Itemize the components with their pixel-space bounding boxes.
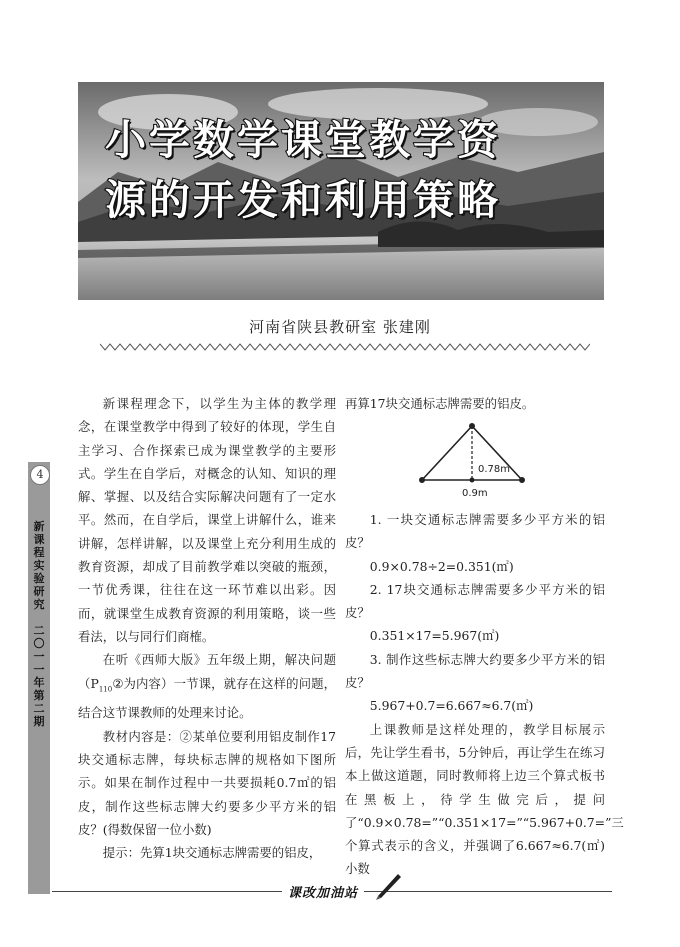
answer: 5.967+0.7=6.667≈6.7(㎡) — [369, 698, 534, 714]
paragraph — [78, 648, 336, 724]
answer: 0.351×17=5.967(㎡) — [369, 628, 500, 644]
title-line-2: 源的开发和利用策略 — [105, 176, 501, 224]
paragraph: 新课程理念下，以学生为主体的教学理念，在课堂教学中得到了较好的体现，学生自主学习、合作探索已成为课堂教学的主要形式。学生在自学后，对概念的认知、知识的理解、掌握、以及结合实际解决问题有了一定水平。然而，在自学后，课堂上讲解什么，谁来讲解，怎样讲解，以及课堂上充分利用生成的教育资源，却成了目前教学难以突破的瓶颈，一节优秀课，往往在这一环节难以出彩。因而，就课堂生成教育资源的利用策略，谈一些看法，以与同行们商榷。 — [78, 396, 336, 644]
paragraph: 教材内容是：②某单位要利用铝皮制作17块交通标志牌，每块标志牌的规格如下图所示。如果在制作过程中一共要损耗0.7㎡的铝皮，制作这些标志牌大约要多少平方米的铝皮？(得数保留一位小数) — [78, 728, 336, 837]
height-label: 0.78m — [478, 464, 511, 475]
article-title — [105, 110, 585, 230]
answer: 0.9×0.78÷2=0.351(㎡) — [369, 558, 514, 574]
text-span: ②为内容）一节课，就存在这样的问题，结合这节课教师的处理来讨论。 — [78, 675, 336, 721]
page-number: 4 — [30, 465, 50, 485]
question: 1. 一块交通标志牌需要多少平方米的铝皮？ — [345, 512, 605, 551]
text-span: 在听《西师大版》五年级上期，解决问题（P — [78, 652, 336, 691]
pen-icon — [372, 870, 404, 900]
triangle-figure — [412, 420, 532, 500]
paragraph: 提示：先算1块交通标志牌需要的铝皮， — [102, 845, 322, 861]
title-line-1: 小学数学课堂教学资 — [105, 116, 501, 164]
question: 3. 制作这些标志牌大约要多少平方米的铝皮？ — [345, 651, 605, 691]
zigzag-divider — [100, 342, 590, 352]
right-column-intro: 再算17块交通标志牌需要的铝皮。 — [345, 396, 535, 411]
right-column — [345, 508, 624, 881]
author-byline: 河南省陕县教研室 张建刚 — [249, 318, 431, 336]
journal-issue: 二〇一一年 第二期 — [33, 624, 45, 728]
base-label: 0.9m — [462, 488, 488, 499]
question: 2. 17块交通标志牌需要多少平方米的铝皮？ — [345, 581, 605, 621]
left-column — [78, 392, 336, 864]
paragraph: 上课教师是这样处理的，教学目标展示后，先让学生看书，5分钟后，再让学生在练习本上做这道题，同时教师将上边三个算式板书在黑板上，待学生做完后，提问了“0.9×0.78=”“0.351×17=”“5.967+0.7=”三个算式表示的含义，并强调了6.667≈6.7(㎡)小数 — [345, 721, 624, 877]
journal-name: 新课程实验研究 — [33, 520, 45, 611]
page-ref: 110 — [98, 685, 113, 694]
footer-brand: 课改加油站 — [282, 882, 364, 901]
